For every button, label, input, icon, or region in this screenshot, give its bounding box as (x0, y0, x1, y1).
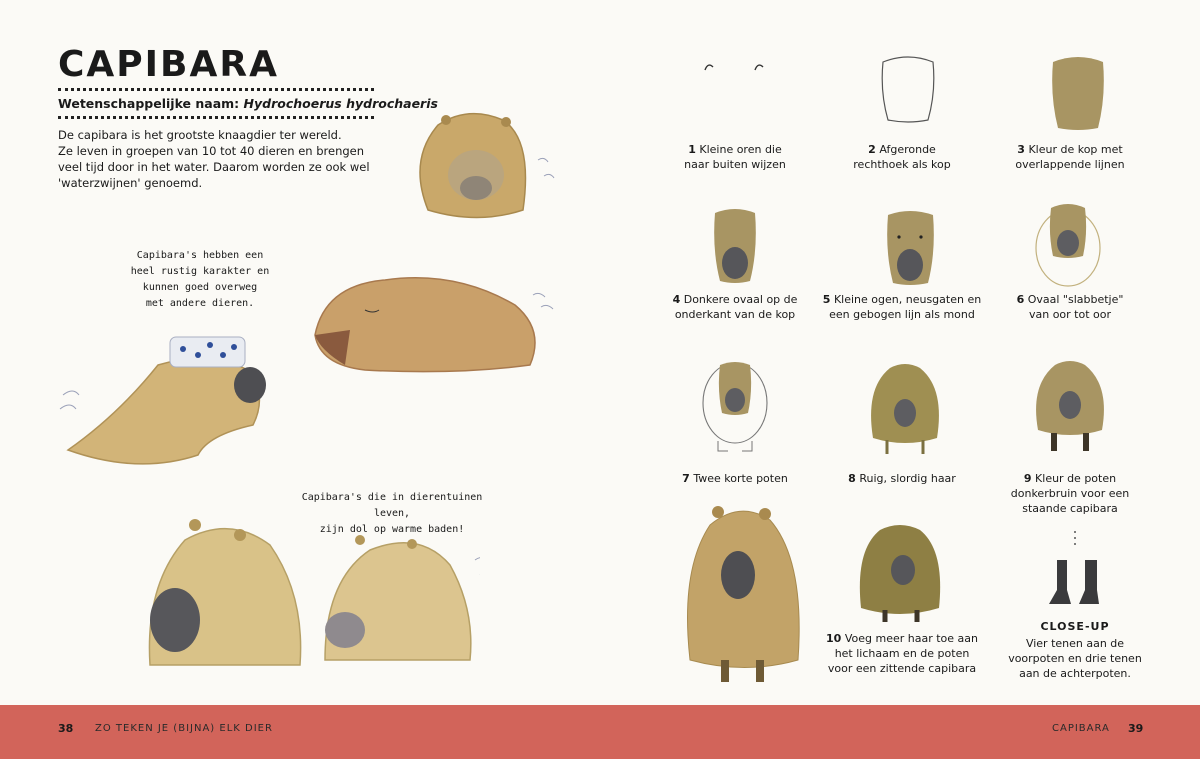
caption-line: Kleur de poten (1035, 472, 1117, 485)
note-line: Capibara's hebben een (136, 250, 264, 261)
step-1-caption (655, 142, 815, 172)
caption-line: Kleur de kop met (1028, 143, 1123, 156)
step-3-illustration (1048, 52, 1108, 132)
caption-line: Ruig, slordig haar (859, 472, 956, 485)
page-number-right: 39 (1128, 722, 1144, 735)
step-number: 6 (1016, 293, 1025, 306)
scientific-name-value: Hydrochoerus hydrochaeris (243, 96, 438, 111)
note-line: heel rustig karakter en (130, 266, 270, 277)
caption-line: Kleine ogen, neusgaten en (833, 293, 982, 306)
closeup-title: CLOSE-UP (1040, 620, 1110, 633)
step-6-illustration (1033, 198, 1103, 288)
finished-capybara-illustration (680, 500, 805, 690)
step-number: 2 (868, 143, 876, 156)
note-line: Capibara's die in dierentuinen leven, (301, 492, 483, 519)
page-title: CAPIBARA (58, 44, 279, 85)
step-number: 4 (672, 293, 681, 306)
caption-line: donkerbruin voor een (1010, 487, 1130, 500)
step-number: 8 (848, 472, 856, 485)
caption-line: Donkere ovaal op de (683, 293, 798, 306)
step-7-illustration (700, 355, 770, 455)
caption-line: Twee korte poten (693, 472, 788, 485)
caption-line: staande capibara (1022, 502, 1118, 515)
running-title-left: ZO TEKEN JE (BIJNA) ELK DIER (95, 723, 273, 734)
intro-line: De capibara is het grootste knaagdier ter wereld. (58, 128, 342, 142)
caption-line: Voeg meer haar toe aan (844, 632, 978, 645)
step-5-illustration (883, 207, 938, 287)
intro-line: Ze leven in groepen van 10 tot 40 dieren en brengen (58, 144, 365, 158)
intro-line: 'waterzwijnen' genoemd. (58, 176, 203, 190)
step-number: 5 (822, 293, 831, 306)
caption-line: Ovaal "slabbetje" (1027, 293, 1124, 306)
step-number: 9 (1023, 472, 1032, 485)
note-calm-character (130, 248, 270, 312)
capybara-bathing-illustration (140, 515, 310, 680)
divider-top (58, 88, 374, 91)
step-10-illustration (855, 520, 945, 625)
caption-line: onderkant van de kop (674, 308, 796, 321)
caption-line: voor een zittende capibara (827, 662, 977, 675)
intro-line: veel tijd door in het water. Daarom worden ze ook wel (58, 160, 370, 174)
closeup-feet-illustration (1045, 528, 1110, 610)
caption-line: voorpoten en drie tenen (1008, 652, 1142, 665)
step-6-caption (990, 292, 1150, 322)
capybara-with-cap-illustration (58, 325, 278, 485)
step-9-illustration (1030, 355, 1110, 460)
step-2-caption (822, 142, 982, 172)
caption-line: rechthoek als kop (853, 158, 951, 171)
capybara-head-front-illustration (398, 100, 558, 230)
step-8-illustration (865, 358, 945, 463)
step-7-caption (655, 471, 815, 486)
page-number-left: 38 (58, 722, 74, 735)
caption-line: naar buiten wijzen (684, 158, 786, 171)
left-page (0, 0, 600, 705)
caption-line: Vier tenen aan de (1025, 637, 1125, 650)
right-page (600, 0, 1200, 705)
step-5-caption (822, 292, 982, 322)
caption-line: een gebogen lijn als mond (829, 308, 975, 321)
scientific-name (58, 96, 438, 111)
caption-line: Afgeronde (879, 143, 936, 156)
note-line: kunnen goed overweg (142, 282, 258, 293)
scientific-name-label: Wetenschappelijke naam: (58, 96, 240, 111)
step-number: 10 (826, 632, 842, 645)
running-title-right: CAPIBARA (1052, 723, 1110, 734)
step-number: 3 (1017, 143, 1025, 156)
step-number: 7 (682, 472, 690, 485)
step-number: 1 (688, 143, 696, 156)
caption-line: aan de achterpoten. (1019, 667, 1131, 680)
step-10-caption (822, 631, 982, 676)
step-3-caption (990, 142, 1150, 172)
caption-line: van oor tot oor (1028, 308, 1112, 321)
intro-text (58, 127, 378, 191)
step-9-caption (990, 471, 1150, 516)
caption-line: Kleine oren die (699, 143, 782, 156)
note-line: met andere dieren. (145, 298, 255, 309)
capybara-lying-illustration (305, 255, 565, 385)
capybara-bathing-2-illustration (320, 530, 480, 670)
caption-line: overlappende lijnen (1015, 158, 1125, 171)
step-4-illustration (710, 205, 760, 285)
caption-line: het lichaam en de poten (834, 647, 970, 660)
step-8-caption (822, 471, 982, 486)
closeup-caption (990, 636, 1160, 681)
note-line: zijn dol op warme baden! (319, 524, 465, 535)
step-2-illustration (878, 52, 938, 124)
step-4-caption (655, 292, 815, 322)
divider-bottom (58, 116, 374, 119)
step-1-illustration (700, 55, 770, 75)
